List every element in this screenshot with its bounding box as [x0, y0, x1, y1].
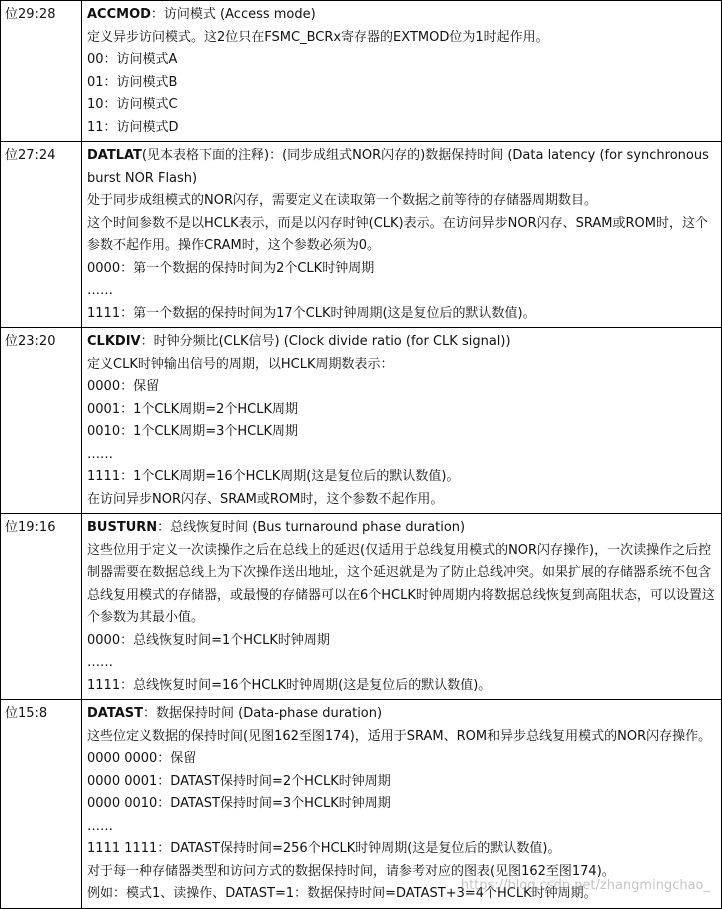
- table-row: [1, 142, 722, 328]
- field-heading: [87, 517, 717, 540]
- description-line: 定义CLK时钟输出信号的周期，以HCLK周期数表示：: [87, 356, 394, 372]
- field-name: BUSTURN: [87, 520, 158, 535]
- description-line: 在访问异步NOR闪存、SRAM或ROM时，这个参数不起作用。: [87, 491, 444, 507]
- field-name: DATLAT: [87, 148, 142, 163]
- description-cell: [82, 142, 722, 328]
- table-row: [1, 1, 722, 142]
- description-cell: [82, 700, 722, 909]
- bit-range-cell: 位29:28: [1, 1, 82, 142]
- description-line: 定义异步访问模式。这2位只在FSMC_BCRx寄存器的EXTMOD位为1时起作用。: [87, 29, 549, 45]
- description-line: 这个时间参数不是以HCLK表示，而是以闪存时钟(CLK)表示。在访问异步NOR闪存、SRAM或ROM时，这个参数不起作用。操作CRAM时，这个参数必须为0。: [87, 215, 708, 253]
- field-heading: [87, 145, 717, 190]
- bit-range-cell: 位15:8: [1, 700, 82, 909]
- watermark: https://blog.csdn.net/zhangmingchao_: [460, 878, 710, 893]
- field-name: ACCMOD: [87, 7, 151, 22]
- description-line: 0000 0010：DATAST保持时间=3个HCLK时钟周期: [87, 796, 391, 811]
- description-line: 1111：总线恢复时间=16个HCLK时钟周期(这是复位后的默认数值)。: [87, 677, 492, 693]
- field-heading: [87, 703, 717, 726]
- description-line: 1111：第一个数据的保持时间为17个CLK时钟周期(这是复位后的默认数值)。: [87, 305, 536, 321]
- description-line: ……: [87, 655, 113, 670]
- description-line: 0000：总线恢复时间=1个HCLK时钟周期: [87, 632, 330, 648]
- table-row: [1, 700, 722, 909]
- table-row: [1, 514, 722, 700]
- field-heading: [87, 331, 717, 354]
- description-line: 00：访问模式A: [87, 52, 178, 67]
- description-line: 0000 0000：保留: [87, 751, 197, 766]
- field-name: DATAST: [87, 706, 143, 721]
- description-line: 10：访问模式C: [87, 97, 178, 112]
- description-line: ……: [87, 283, 113, 298]
- description-line: 这些位定义数据的保持时间(见图162至图174)，适用于SRAM、ROM和异步总线复用模式的NOR闪存操作。: [87, 728, 712, 744]
- description-cell: [82, 328, 722, 514]
- field-heading: [87, 4, 717, 27]
- bit-range-cell: 位23:20: [1, 328, 82, 514]
- description-line: ……: [87, 818, 113, 834]
- description-line: 这些位用于定义一次读操作之后在总线上的延迟(仅适用于总线复用模式的NOR闪存操作)，一次读操作之后控制器需要在数据总线上为下次操作送出地址，这个延迟就是为了防止总线冲突。如果扩展的存储器系统不包含总线复用模式的存储器，或最慢的存储器可以在6个HCLK时钟周期内将数据总线恢复到高阻状态，可以设置这个参数为其最小值。: [87, 542, 715, 625]
- bit-range-cell: 位27:24: [1, 142, 82, 328]
- description-cell: [82, 514, 722, 700]
- description-line: 0000：保留: [87, 379, 160, 394]
- field-title: ：时钟分频比(CLK信号) (Clock divide ratio (for CLK signal)): [140, 334, 511, 349]
- description-line: 例如：模式1、读操作、DATAST=1：数据保持时间=DATAST+3=4个HCLK时钟周期。: [87, 886, 597, 901]
- description-line: 0000 0001：DATAST保持时间=2个HCLK时钟周期: [87, 773, 391, 789]
- bit-range-cell: 位19:16: [1, 514, 82, 700]
- description-line: ……: [87, 446, 113, 462]
- description-cell: [82, 1, 722, 142]
- description-line: 0010：1个CLK周期=3个HCLK周期: [87, 424, 298, 439]
- description-line: 0000：第一个数据的保持时间为2个CLK时钟周期: [87, 260, 375, 276]
- table-body: [1, 1, 722, 909]
- field-name: CLKDIV: [87, 334, 141, 349]
- field-title: ：数据保持时间 (Data-phase duration): [143, 706, 383, 721]
- field-title: ：访问模式 (Access mode): [150, 7, 316, 22]
- description-line: 对于每一种存储器类型和访问方式的数据保持时间，请参考对应的图表(见图162至图174)。: [87, 863, 615, 879]
- description-line: 1111：1个CLK周期=16个HCLK周期(这是复位后的默认数值)。: [87, 469, 460, 484]
- description-line: 1111 1111：DATAST保持时间=256个HCLK时钟周期(这是复位后的默认数值)。: [87, 841, 561, 856]
- description-line: 11：访问模式D: [87, 119, 179, 135]
- description-line: 处于同步成组模式的NOR闪存，需要定义在读取第一个数据之前等待的存储器周期数目。: [87, 193, 597, 208]
- description-line: 01：访问模式B: [87, 74, 178, 90]
- description-line: 0001：1个CLK周期=2个HCLK周期: [87, 401, 298, 417]
- field-title: (见本表格下面的注释)：(同步成组式NOR闪存的)数据保持时间 (Data latency (for synchronous burst NOR Flash): [87, 148, 709, 186]
- table-row: [1, 328, 722, 514]
- field-title: ：总线恢复时间 (Bus turnaround phase duration): [157, 520, 466, 535]
